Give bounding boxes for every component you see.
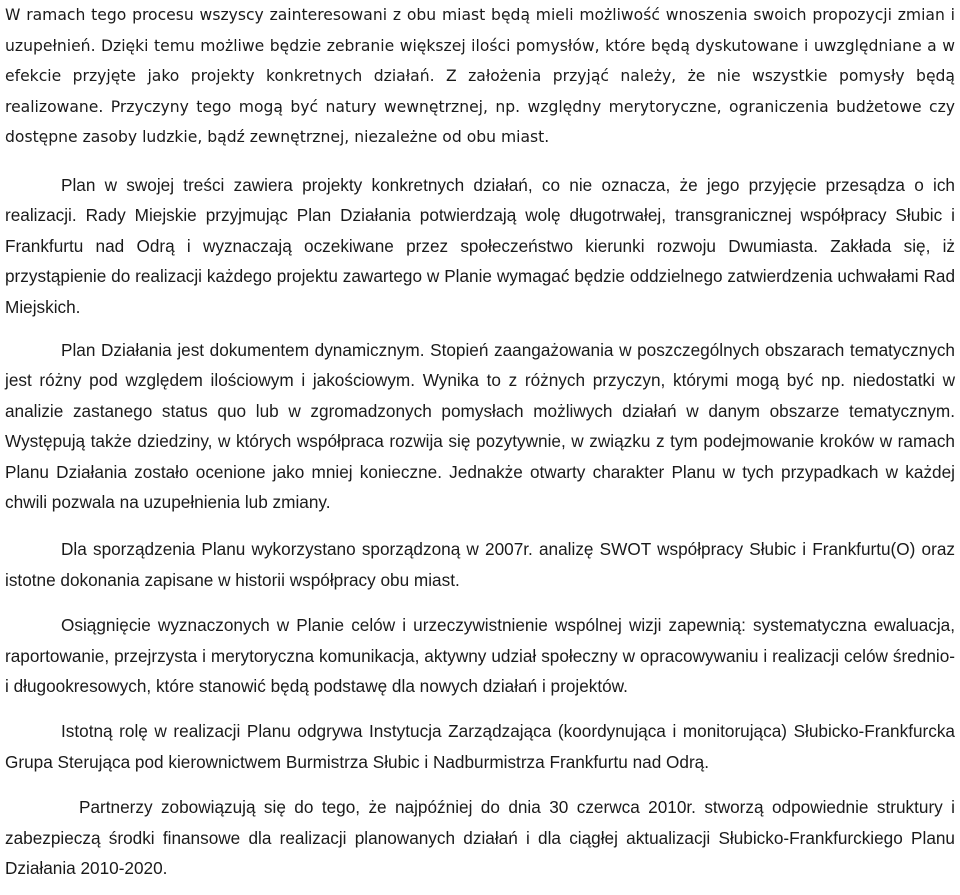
- paragraph-partners-commitment: Partnerzy zobowiązują się do tego, że najpóźniej do dnia 30 czerwca 2010r. stworzą odpowiednie struktury i zabezpieczą środki finansowe dla realizacji planowanych działań i dla ciągłej aktualizacji Słubicko-Frankfurckiego Planu Działania 2010-2020.: [5, 797, 955, 879]
- paragraph-proposals: W ramach tego procesu wszyscy zainteresowani z obu miast będą mieli możliwość wnoszenia swoich propozycji zmian i uzupełnień. Dzięki temu możliwe będzie zebranie większej ilości pomysłów, które będą dyskutowane i uwzględniane a w efekcie przyjęte jako projekty konkretnych działań. Z założenia przyjąć należy, że nie wszystkie pomysły będą realizowane. Przyczyny tego mogą być natury wewnętrznej, np. względny merytoryczne, ograniczenia budżetowe czy dostępne zasoby ludzkie, bądź zewnętrznej, niezależne od obu miast.: [5, 6, 955, 147]
- paragraph-managing-institution: Istotną rolę w realizacji Planu odgrywa Instytucja Zarządzająca (koordynująca i monitorująca) Słubicko-Frankfurcka Grupa Sterująca pod kierownictwem Burmistrza Słubic i Nadburmistrza Frankfurtu nad Odrą.: [5, 721, 955, 772]
- paragraph-swot-analysis: Dla sporządzenia Planu wykorzystano sporządzoną w 2007r. analizę SWOT współpracy Słubic i Frankfurtu(O) oraz istotne dokonania zapisane w historii współpracy obu miast.: [5, 539, 955, 590]
- paragraph-plan-content: Plan w swojej treści zawiera projekty konkretnych działań, co nie oznacza, że jego przyjęcie przesądza o ich realizacji. Rady Miejskie przyjmując Plan Działania potwierdzają wolę długotrwałej, transgranicznej współpracy Słubic i Frankfurtu nad Odrą i wyznaczają oczekiwane przez społeczeństwo kierunki rozwoju Dwumiasta. Zakłada się, iż przystąpienie do realizacji każdego projektu zawartego w Planie wymagać będzie oddzielnego zatwierdzenia uchwałami Rad Miejskich.: [5, 174, 955, 317]
- paragraph-goals: Osiągnięcie wyznaczonych w Planie celów i urzeczywistnienie wspólnej wizji zapewnią: systematyczna ewaluacja, raportowanie, przejrzysta i merytoryczna komunikacja, aktywny udział społeczny w opracowywaniu i realizacji celów średnio- i długookresowych, które stanowić będą podstawę dla nowych działań i projektów.: [5, 615, 955, 697]
- document-page: [5, 0, 955, 884]
- paragraph-dynamic-document: Plan Działania jest dokumentem dynamicznym. Stopień zaangażowania w poszczególnych obszarach tematycznych jest różny pod względem ilościowym i jakościowym. Wynika to z różnych przyczyn, którymi mogą być np. niedostatki w analizie zastanego status quo lub w zgromadzonych pomysłach możliwych działań w danym obszarze tematycznym. Występują także dziedziny, w których współpraca rozwija się pozytywnie, w związku z tym podejmowanie kroków w ramach Planu Działania zostało ocenione jako mniej konieczne. Jednakże otwarty charakter Planu w tych przypadkach w każdej chwili pozwala na uzupełnienia lub zmiany.: [5, 340, 955, 513]
